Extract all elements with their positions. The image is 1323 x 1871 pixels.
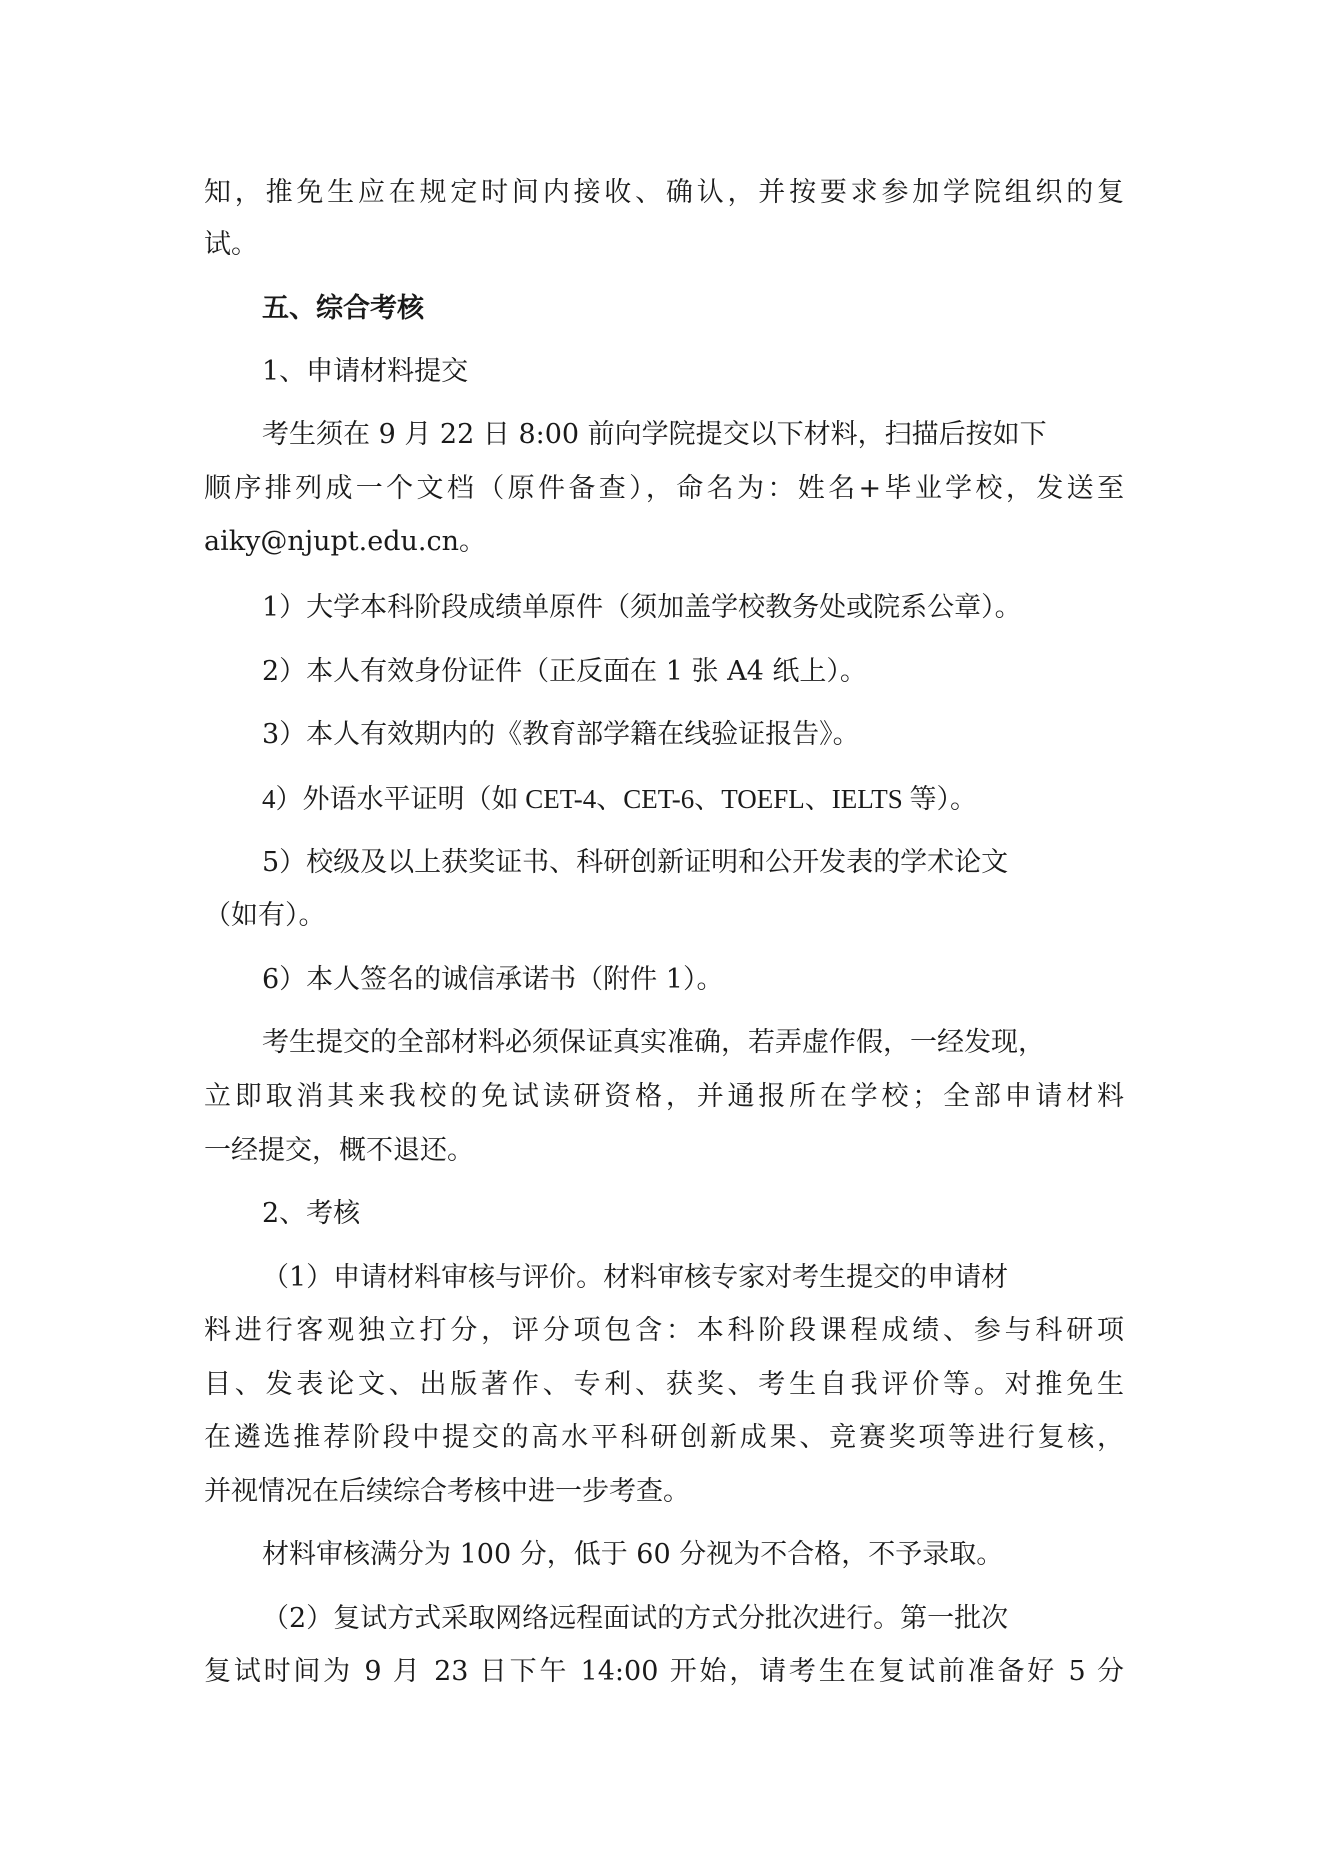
text-line: 复试时间为 9 月 23 日下午 14:00 开始，请考生在复试前准备好 5 分	[204, 1656, 1124, 1687]
text-line: 考生须在 9 月 22 日 8:00 前向学院提交以下材料，扫描后按如下	[262, 419, 1047, 450]
text-line: 材料审核满分为 100 分，低于 60 分视为不合格，不予录取。	[262, 1539, 1004, 1570]
list-item: 3）本人有效期内的《教育部学籍在线验证报告》。	[262, 719, 860, 750]
subsection-heading: 1、申请材料提交	[262, 356, 469, 387]
text-line: 考生提交的全部材料必须保证真实准确，若弄虚作假，一经发现，	[262, 1027, 1045, 1058]
text-line: 知，推免生应在规定时间内接收、确认，并按要求参加学院组织的复	[204, 177, 1124, 208]
list-item: 1）大学本科阶段成绩单原件（须加盖学校教务处或院系公章）。	[262, 592, 1022, 623]
list-item-continuation: （如有）。	[204, 900, 326, 931]
text-line: 顺序排列成一个文档（原件备查），命名为：姓名+毕业学校，发送至	[204, 473, 1124, 504]
list-item: 5）校级及以上获奖证书、科研创新证明和公开发表的学术论文	[262, 847, 1009, 878]
text-line: （2）复试方式采取网络远程面试的方式分批次进行。第一批次	[262, 1603, 1009, 1634]
subsection-heading: 2、考核	[262, 1198, 361, 1229]
list-item: 6）本人签名的诚信承诺书（附件 1）。	[262, 964, 724, 995]
text-line: 在遴选推荐阶段中提交的高水平科研创新成果、竞赛奖项等进行复核，	[204, 1422, 1124, 1453]
text-line: 目、发表论文、出版著作、专利、获奖、考生自我评价等。对推免生	[204, 1369, 1124, 1400]
list-item: 2）本人有效身份证件（正反面在 1 张 A4 纸上）。	[262, 656, 867, 687]
text-line: 并视情况在后续综合考核中进一步考查。	[204, 1476, 690, 1507]
list-item: 4）外语水平证明（如 CET-4、CET-6、TOEFL、IELTS 等）。	[262, 784, 978, 814]
text-line: （1）申请材料审核与评价。材料审核专家对考生提交的申请材	[262, 1262, 1009, 1293]
email-text: aiky@njupt.edu.cn。	[204, 526, 486, 557]
text-line: 一经提交，概不退还。	[204, 1135, 474, 1166]
section-heading: 五、综合考核	[262, 293, 424, 324]
text-line: 立即取消其来我校的免试读研资格，并通报所在学校；全部申请材料	[204, 1081, 1124, 1112]
text-line: 试。	[204, 229, 258, 260]
text-line: 料进行客观独立打分，评分项包含：本科阶段课程成绩、参与科研项	[204, 1315, 1124, 1346]
